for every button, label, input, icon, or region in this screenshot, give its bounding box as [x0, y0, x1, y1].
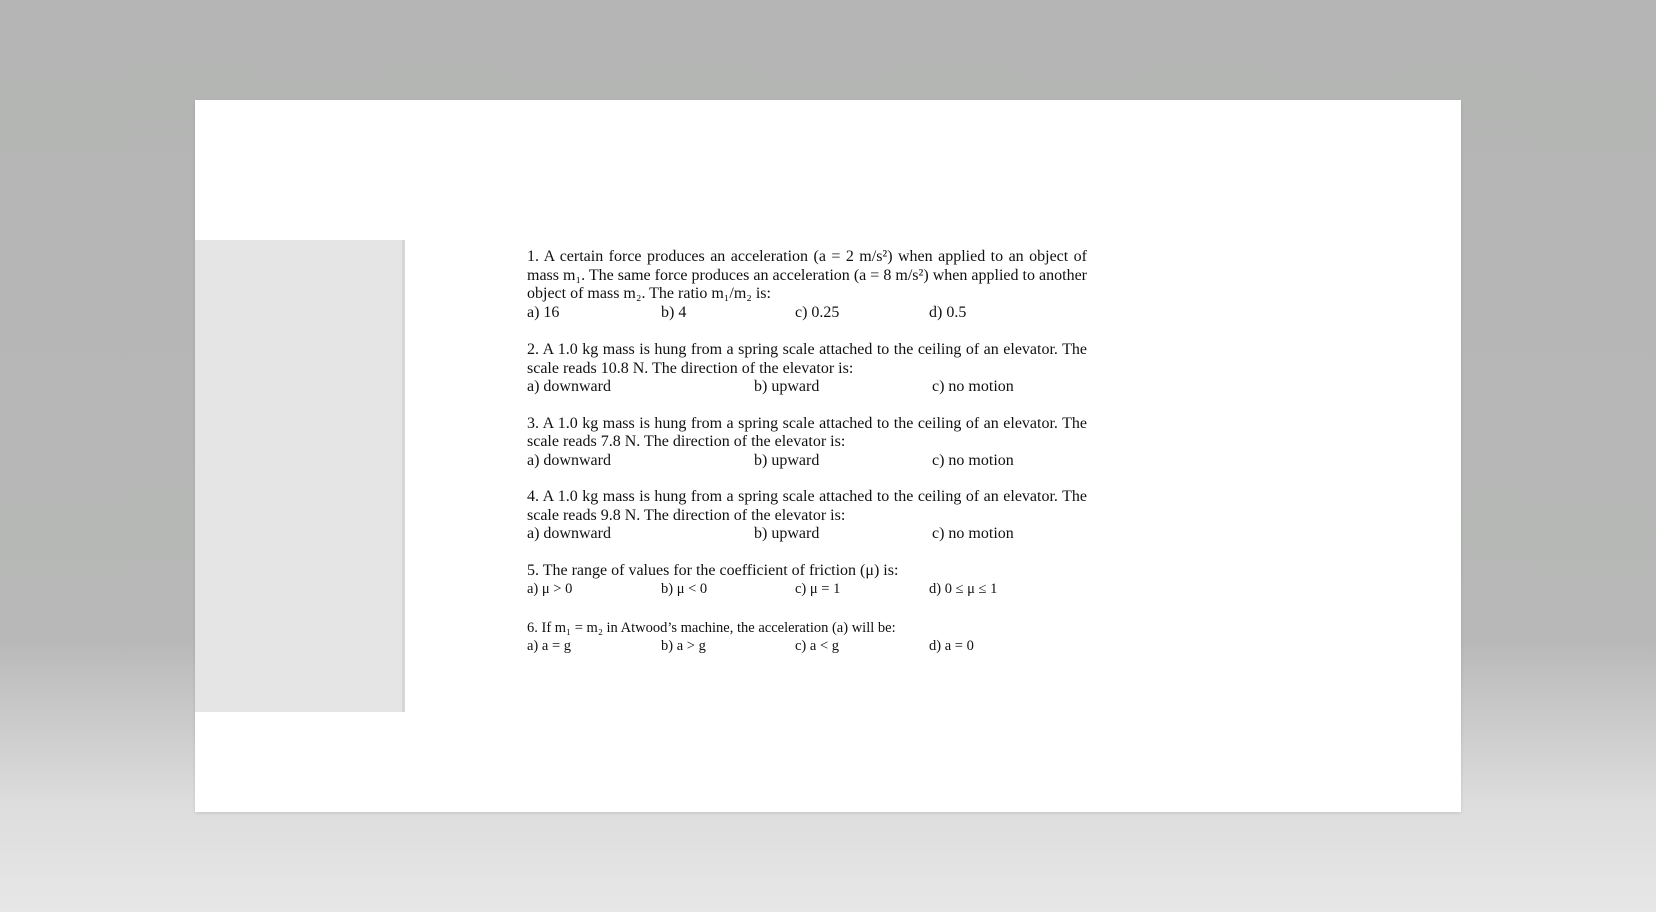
question-text: 6. If m₁ = m₂ in Atwood’s machine, the acceleration (a) will be:: [527, 619, 896, 636]
option-d: d) a = 0: [929, 638, 974, 654]
question-options: [527, 452, 1087, 471]
option-b: b) a > g: [661, 638, 706, 654]
option-b: b) upward: [754, 525, 820, 542]
question-text: 4. A 1.0 kg mass is hung from a spring scale attached to the ceiling of an elevator. The scale reads 9.8 N. The direction of the elevator is:: [527, 488, 1087, 524]
question-options: [527, 304, 1087, 323]
question-options: [527, 580, 1087, 599]
option-a: a) a = g: [527, 638, 572, 654]
question-list: [527, 248, 1087, 656]
option-a: a) 16: [527, 303, 560, 321]
option-a: a) μ > 0: [527, 581, 573, 597]
option-c: c) no motion: [932, 451, 1014, 469]
question-1: [527, 248, 1087, 322]
option-b: b) upward: [754, 451, 820, 469]
question-2: [527, 341, 1087, 397]
option-a: a) downward: [527, 378, 611, 395]
question-options: [527, 637, 1087, 656]
side-panel: [195, 240, 405, 712]
question-text: 3. A 1.0 kg mass is hung from a spring scale attached to the ceiling of an elevator. The scale reads 7.8 N. The direction of the elevator is:: [527, 414, 1087, 450]
option-d: d) 0.5: [929, 303, 967, 321]
option-d: d) 0 ≤ μ ≤ 1: [929, 581, 998, 597]
question-4: [527, 488, 1087, 544]
question-options: [527, 525, 1087, 544]
question-text: 2. A 1.0 kg mass is hung from a spring scale attached to the ceiling of an elevator. The scale reads 10.8 N. The direction of the elevator is:: [527, 341, 1087, 377]
option-a: a) downward: [527, 451, 611, 469]
question-6: [527, 619, 1087, 656]
option-b: b) 4: [661, 303, 687, 321]
question-text: 5. The range of values for the coefficient of friction (μ) is:: [527, 561, 899, 579]
option-a: a) downward: [527, 525, 611, 542]
question-3: [527, 415, 1087, 471]
option-b: b) upward: [754, 378, 820, 395]
question-options: [527, 378, 1087, 397]
question-5: [527, 562, 1087, 599]
option-c: c) 0.25: [795, 303, 840, 321]
option-c: c) no motion: [932, 378, 1014, 395]
question-text: 1. A certain force produces an acceleration (a = 2 m/s²) when applied to an object of mass m₁. The same force produces an acceleration (a = 8 m/s²) when applied to another object of mass m₂. The ratio m₁/m₂ is:: [527, 248, 1087, 302]
option-c: c) no motion: [932, 525, 1014, 542]
document-page: [195, 100, 1461, 812]
option-c: c) μ = 1: [795, 581, 841, 597]
option-b: b) μ < 0: [661, 581, 708, 597]
option-c: c) a < g: [795, 638, 840, 654]
